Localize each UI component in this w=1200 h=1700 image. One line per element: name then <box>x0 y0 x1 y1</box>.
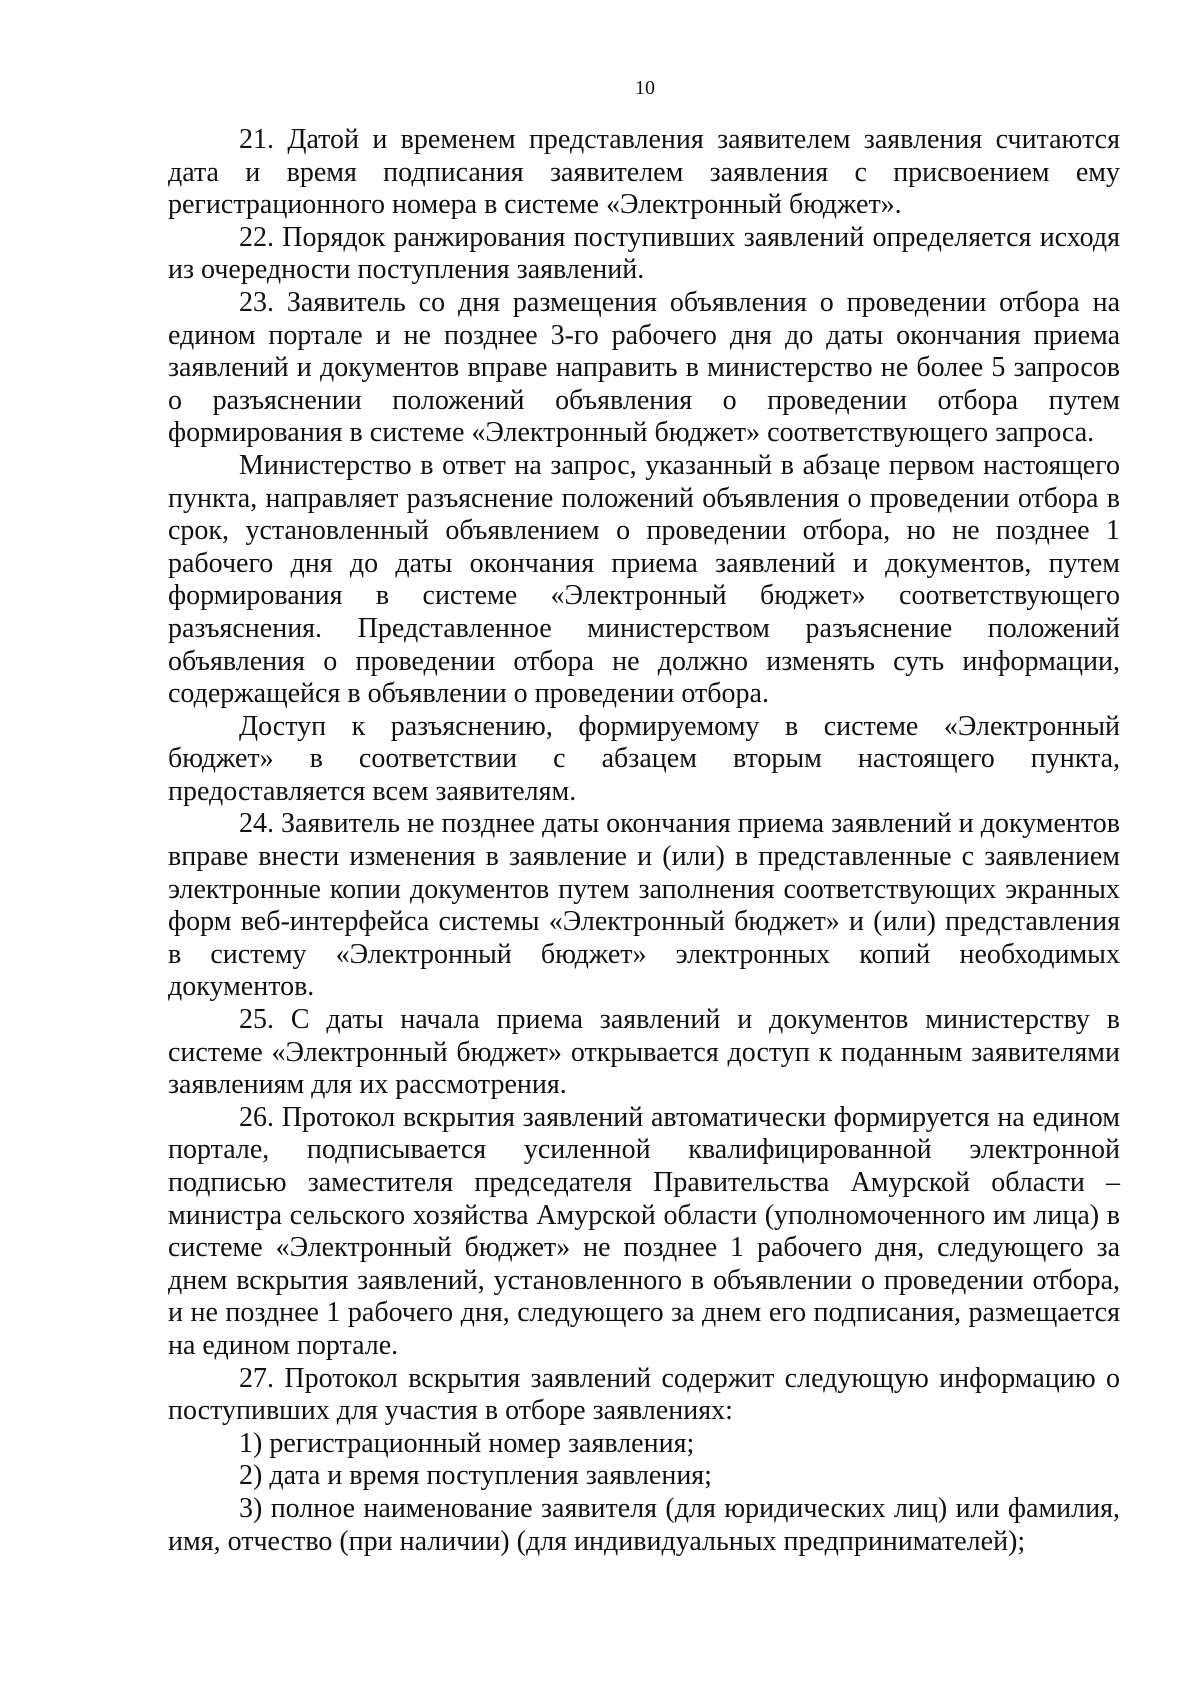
list-item-1: 1) регистрационный номер заявления; <box>239 1427 695 1459</box>
paragraph-24: 24. Заявитель не позднее даты окончания приема заявлений и документов вправе внести изменения в заявление и (или) в представленные с заявлением электронные копии документов путем заполнения соответствующих экранных форм веб-интерфейса системы «Электронный бюджет» и (или) представления в систему «Электронный бюджет» электронных копий необходимых документов. <box>168 808 1120 1003</box>
list-item-2: 2) дата и время поступления заявления; <box>239 1460 712 1492</box>
paragraph-23-access: Доступ к разъяснению, формируемому в системе «Электронный бюджет» в соответствии с абзацем вторым настоящего пункта, предоставляется всем заявителям. <box>168 710 1120 807</box>
paragraph-21: 21. Датой и временем представления заявителем заявления считаются дата и время подписания заявителем заявления с присвоением ему регистрационного номера в системе «Электронный бюджет». <box>168 124 1120 221</box>
list-item-3: 3) полное наименование заявителя (для юридических лиц) или фамилия, имя, отчество (при наличии) (для индивидуальных предпринимателей); <box>168 1492 1120 1557</box>
paragraph-23-ministry-response: Министерство в ответ на запрос, указанный в абзаце первом настоящего пункта, направляет разъяснение положений объявления о проведении отбора в срок, установленный объявлением о проведении отбора, но не позднее 1 рабочего дня до даты окончания приема заявлений и документов, путем формирования в системе «Электронный бюджет» соответствующего разъяснения. Представленное министерством разъяснение положений объявления о проведении отбора не должно изменять суть информации, содержащейся в объявлении о проведении отбора. <box>168 449 1120 710</box>
paragraph-25: 25. С даты начала приема заявлений и документов министерству в системе «Электронный бюджет» открывается доступ к поданным заявителями заявлениям для их рассмотрения. <box>168 1004 1120 1101</box>
paragraph-23: 23. Заявитель со дня размещения объявления о проведении отбора на едином портале и не позднее 3-го рабочего дня до даты окончания приема заявлений и документов вправе направить в министерство не более 5 запросов о разъяснении положений объявления о проведении отбора путем формирования в системе «Электронный бюджет» соответствующего запроса. <box>168 286 1120 449</box>
document-body <box>168 124 1120 1558</box>
paragraph-26: 26. Протокол вскрытия заявлений автоматически формируется на едином портале, подписывается усиленной квалифицированной электронной подписью заместителя председателя Правительства Амурской области – министра сельского хозяйства Амурской области (уполномоченного им лица) в системе «Электронный бюджет» не позднее 1 рабочего дня, следующего за днем вскрытия заявлений, установленного в объявлении о проведении отбора, и не позднее 1 рабочего дня, следующего за днем его подписания, размещается на едином портале. <box>168 1101 1120 1361</box>
paragraph-27: 27. Протокол вскрытия заявлений содержит следующую информацию о поступивших для участия в отборе заявлениях: <box>168 1362 1120 1427</box>
paragraph-22: 22. Порядок ранжирования поступивших заявлений определяется исходя из очередности поступления заявлений. <box>168 221 1120 286</box>
page-number: 10 <box>635 77 655 99</box>
